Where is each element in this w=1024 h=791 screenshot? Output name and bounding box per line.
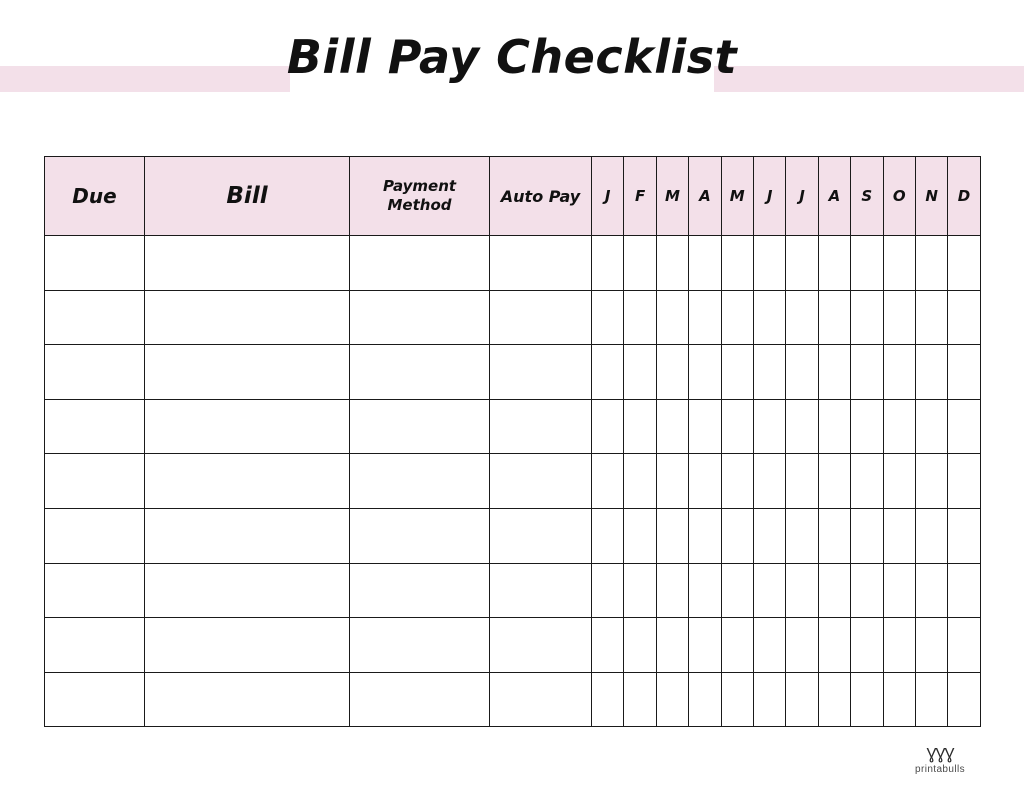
cell-month-M[interactable] [656, 563, 688, 618]
cell-month-J[interactable] [753, 236, 785, 291]
cell-auto-pay[interactable] [490, 454, 592, 509]
table-body [45, 236, 981, 727]
cell-month-O[interactable] [883, 672, 915, 727]
cell-month-F[interactable] [624, 399, 656, 454]
cell-due[interactable] [45, 290, 145, 345]
column-header-bill: Bill [145, 157, 350, 236]
page-title: Bill Pay Checklist [286, 30, 738, 84]
payment-method-line-1: Payment [382, 177, 457, 195]
cell-month-M[interactable] [721, 290, 753, 345]
cell-bill[interactable] [145, 345, 350, 400]
cell-due[interactable] [45, 345, 145, 400]
cell-auto-pay[interactable] [490, 236, 592, 291]
cell-payment-method[interactable] [350, 236, 490, 291]
cell-month-F[interactable] [624, 563, 656, 618]
cell-month-J[interactable] [592, 345, 624, 400]
table-header-row [45, 157, 981, 236]
cell-bill[interactable] [145, 399, 350, 454]
table-row [45, 345, 981, 400]
cell-auto-pay[interactable] [490, 399, 592, 454]
cell-month-A[interactable] [818, 672, 850, 727]
cell-month-N[interactable] [915, 563, 947, 618]
cell-month-J[interactable] [753, 563, 785, 618]
cell-month-A[interactable] [818, 236, 850, 291]
cell-month-O[interactable] [883, 618, 915, 673]
cell-month-F[interactable] [624, 454, 656, 509]
cell-month-F[interactable] [624, 236, 656, 291]
cell-month-S[interactable] [851, 290, 883, 345]
table-row [45, 618, 981, 673]
cell-month-M[interactable] [656, 618, 688, 673]
cell-due[interactable] [45, 508, 145, 563]
cell-bill[interactable] [145, 672, 350, 727]
cell-month-M[interactable] [721, 508, 753, 563]
cell-auto-pay[interactable] [490, 618, 592, 673]
page-header [0, 0, 1024, 120]
cell-month-A[interactable] [818, 563, 850, 618]
cell-payment-method[interactable] [350, 454, 490, 509]
cell-bill[interactable] [145, 563, 350, 618]
cell-month-A[interactable] [689, 618, 721, 673]
brand-logo [896, 747, 984, 775]
cell-auto-pay[interactable] [490, 563, 592, 618]
cell-month-J[interactable] [786, 508, 818, 563]
column-header-month-sep: S [851, 157, 883, 236]
column-header-auto-pay: Auto Pay [490, 157, 592, 236]
cell-month-M[interactable] [721, 563, 753, 618]
cell-payment-method[interactable] [350, 399, 490, 454]
cell-payment-method[interactable] [350, 672, 490, 727]
cell-month-M[interactable] [721, 454, 753, 509]
cell-month-A[interactable] [818, 454, 850, 509]
cell-month-O[interactable] [883, 290, 915, 345]
cell-auto-pay[interactable] [490, 290, 592, 345]
cell-month-M[interactable] [656, 345, 688, 400]
cell-month-D[interactable] [948, 563, 980, 618]
cell-month-S[interactable] [851, 454, 883, 509]
cell-auto-pay[interactable] [490, 508, 592, 563]
cell-month-J[interactable] [592, 508, 624, 563]
cell-month-N[interactable] [915, 399, 947, 454]
cell-due[interactable] [45, 399, 145, 454]
cell-month-J[interactable] [753, 672, 785, 727]
cell-month-J[interactable] [592, 290, 624, 345]
cell-month-A[interactable] [818, 618, 850, 673]
cell-month-J[interactable] [786, 399, 818, 454]
cell-month-J[interactable] [592, 672, 624, 727]
cell-payment-method[interactable] [350, 290, 490, 345]
cell-month-J[interactable] [753, 454, 785, 509]
cell-month-D[interactable] [948, 345, 980, 400]
cell-month-N[interactable] [915, 508, 947, 563]
brand-name: printabulls [915, 764, 965, 775]
cell-month-D[interactable] [948, 454, 980, 509]
cell-month-A[interactable] [818, 508, 850, 563]
column-header-month-apr: A [689, 157, 721, 236]
cell-due[interactable] [45, 454, 145, 509]
cell-due[interactable] [45, 672, 145, 727]
table-row [45, 454, 981, 509]
cell-month-J[interactable] [753, 345, 785, 400]
cell-payment-method[interactable] [350, 508, 490, 563]
cell-month-J[interactable] [592, 236, 624, 291]
cell-month-J[interactable] [786, 672, 818, 727]
column-header-due: Due [45, 157, 145, 236]
cell-month-N[interactable] [915, 290, 947, 345]
cell-month-A[interactable] [689, 672, 721, 727]
cell-month-F[interactable] [624, 345, 656, 400]
cell-month-J[interactable] [753, 290, 785, 345]
cell-month-J[interactable] [786, 290, 818, 345]
cell-month-D[interactable] [948, 236, 980, 291]
cell-month-S[interactable] [851, 508, 883, 563]
cell-month-M[interactable] [656, 236, 688, 291]
table-row [45, 290, 981, 345]
cell-month-M[interactable] [721, 399, 753, 454]
cell-month-O[interactable] [883, 508, 915, 563]
cell-month-O[interactable] [883, 454, 915, 509]
cell-month-S[interactable] [851, 618, 883, 673]
cell-month-A[interactable] [818, 290, 850, 345]
table-row [45, 672, 981, 727]
cell-payment-method[interactable] [350, 563, 490, 618]
cell-month-D[interactable] [948, 399, 980, 454]
cell-month-A[interactable] [689, 399, 721, 454]
cell-month-M[interactable] [656, 508, 688, 563]
cell-month-M[interactable] [721, 236, 753, 291]
cell-payment-method[interactable] [350, 345, 490, 400]
cell-month-N[interactable] [915, 672, 947, 727]
column-header-month-may: M [721, 157, 753, 236]
cell-month-J[interactable] [592, 563, 624, 618]
cell-month-N[interactable] [915, 236, 947, 291]
cell-month-J[interactable] [753, 399, 785, 454]
cell-month-S[interactable] [851, 399, 883, 454]
cell-bill[interactable] [145, 454, 350, 509]
cell-month-D[interactable] [948, 508, 980, 563]
cell-month-O[interactable] [883, 399, 915, 454]
payment-method-line-2: Method [387, 196, 452, 214]
table-row [45, 563, 981, 618]
cell-month-J[interactable] [786, 345, 818, 400]
column-header-month-mar: M [656, 157, 688, 236]
table-row [45, 236, 981, 291]
column-header-month-jun: J [753, 157, 785, 236]
cell-month-D[interactable] [948, 290, 980, 345]
cell-month-M[interactable] [656, 672, 688, 727]
cell-month-O[interactable] [883, 563, 915, 618]
cell-month-S[interactable] [851, 345, 883, 400]
cell-due[interactable] [45, 618, 145, 673]
cell-auto-pay[interactable] [490, 672, 592, 727]
cell-month-D[interactable] [948, 618, 980, 673]
column-header-month-jul: J [786, 157, 818, 236]
cell-auto-pay[interactable] [490, 345, 592, 400]
cell-month-S[interactable] [851, 672, 883, 727]
cell-month-N[interactable] [915, 454, 947, 509]
cell-month-O[interactable] [883, 236, 915, 291]
cell-month-J[interactable] [786, 618, 818, 673]
column-header-month-feb: F [624, 157, 656, 236]
cell-month-J[interactable] [786, 236, 818, 291]
cell-month-A[interactable] [689, 345, 721, 400]
bill-pay-table [44, 156, 981, 727]
cell-month-F[interactable] [624, 290, 656, 345]
cell-month-S[interactable] [851, 563, 883, 618]
cell-month-M[interactable] [721, 345, 753, 400]
cell-month-M[interactable] [656, 454, 688, 509]
cell-month-M[interactable] [721, 618, 753, 673]
table-row [45, 399, 981, 454]
cell-month-J[interactable] [592, 399, 624, 454]
cell-month-F[interactable] [624, 508, 656, 563]
cell-month-J[interactable] [753, 508, 785, 563]
cell-month-O[interactable] [883, 345, 915, 400]
column-header-payment-method [350, 157, 490, 236]
bulls-icon: ƔƔƔ [926, 746, 954, 763]
cell-month-A[interactable] [689, 290, 721, 345]
cell-month-F[interactable] [624, 672, 656, 727]
cell-month-M[interactable] [656, 399, 688, 454]
cell-due[interactable] [45, 236, 145, 291]
cell-month-J[interactable] [753, 618, 785, 673]
column-header-month-aug: A [818, 157, 850, 236]
cell-month-M[interactable] [656, 290, 688, 345]
cell-bill[interactable] [145, 290, 350, 345]
cell-month-A[interactable] [818, 399, 850, 454]
cell-month-J[interactable] [786, 563, 818, 618]
cell-month-D[interactable] [948, 672, 980, 727]
column-header-month-jan: J [592, 157, 624, 236]
cell-month-F[interactable] [624, 618, 656, 673]
cell-month-A[interactable] [818, 345, 850, 400]
cell-month-A[interactable] [689, 563, 721, 618]
column-header-month-oct: O [883, 157, 915, 236]
cell-month-J[interactable] [592, 454, 624, 509]
cell-month-N[interactable] [915, 345, 947, 400]
column-header-month-dec: D [948, 157, 980, 236]
table-row [45, 508, 981, 563]
cell-payment-method[interactable] [350, 618, 490, 673]
cell-month-N[interactable] [915, 618, 947, 673]
cell-bill[interactable] [145, 618, 350, 673]
cell-bill[interactable] [145, 236, 350, 291]
cell-bill[interactable] [145, 508, 350, 563]
cell-month-S[interactable] [851, 236, 883, 291]
cell-month-J[interactable] [786, 454, 818, 509]
cell-month-A[interactable] [689, 454, 721, 509]
bill-pay-table-container [44, 156, 980, 717]
cell-month-A[interactable] [689, 236, 721, 291]
column-header-month-nov: N [915, 157, 947, 236]
cell-month-J[interactable] [592, 618, 624, 673]
cell-due[interactable] [45, 563, 145, 618]
cell-month-A[interactable] [689, 508, 721, 563]
cell-month-M[interactable] [721, 672, 753, 727]
